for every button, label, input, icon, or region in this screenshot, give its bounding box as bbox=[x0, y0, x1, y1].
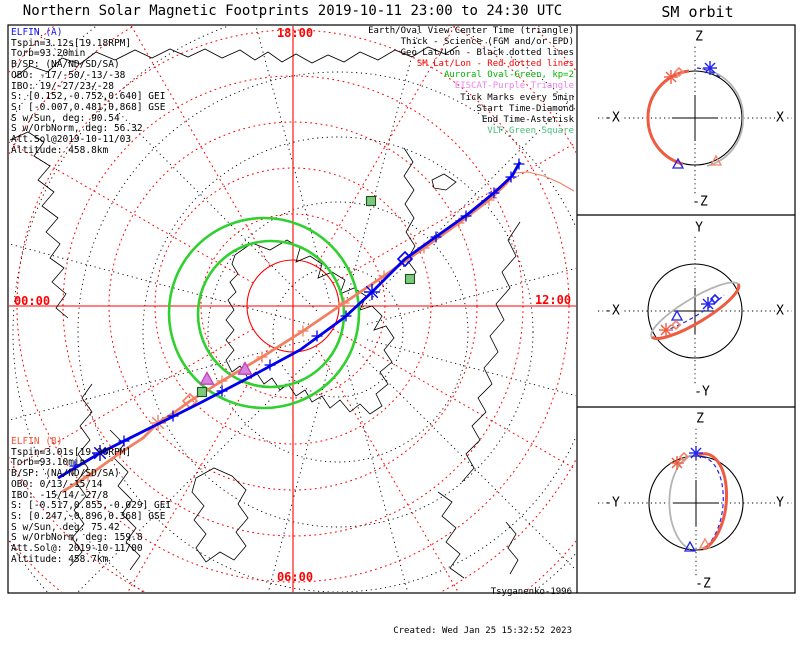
elfin-a-line: Torb=93.20min bbox=[11, 48, 86, 60]
sm-orbit-xz-axis-label-top: Z bbox=[695, 29, 703, 45]
legend-line: Auroral Oval-Green, kp=2 bbox=[443, 70, 574, 81]
time-label-0600: 06:00 bbox=[276, 570, 314, 584]
elfin-b-line: S w/OrbNorm, deg: 159.8 bbox=[11, 532, 143, 544]
legend bbox=[224, 26, 574, 137]
elfin-b-line: IBO: -15/14/-27/8 bbox=[11, 489, 109, 501]
elfin-b-line: Altitude: 458.7km bbox=[11, 553, 109, 565]
legend-line: Thick - Science (FGM and/or EPD) bbox=[400, 37, 574, 48]
sm-orbit-xz bbox=[598, 38, 792, 202]
elfin-b-line: Att.Sol@: 2019-10-11/00 bbox=[11, 543, 143, 555]
elfin-a-line: S: [-0.007,0.481,0.868] GSE bbox=[11, 101, 166, 113]
sm-orbit-xy-axis-label-right: X bbox=[776, 303, 784, 319]
legend-line: EISCAT-Purple Triangle bbox=[454, 81, 574, 92]
elfin-b-header: ELFIN (B) bbox=[11, 436, 63, 447]
legend-line: End Time-Asterisk bbox=[481, 114, 574, 125]
sm-orbit-yz-axis-label-bottom: -Z bbox=[695, 576, 711, 592]
legend-line: Geo Lat/Lon - Black dotted lines bbox=[400, 48, 574, 59]
legend-line: Tick Marks every 5min bbox=[460, 92, 574, 103]
legend-line: Start Time-Diamond bbox=[476, 103, 574, 114]
elfin-a-info bbox=[11, 28, 165, 156]
elfin-a-footprint bbox=[58, 159, 525, 479]
sm-orbit-xz-axis-label-bottom: -Z bbox=[692, 194, 708, 210]
sm-orbit-xz-axis-label-right: X bbox=[776, 110, 784, 126]
elfin-b-info bbox=[11, 437, 171, 565]
credits-model: Tsyganenko-1996 bbox=[490, 587, 572, 597]
legend-line: SM Lat/Lon - Red dotted lines bbox=[416, 59, 574, 70]
sm-orbit-xy bbox=[598, 228, 792, 394]
sm-orbit-yz-axis-label-top: Z bbox=[696, 411, 704, 427]
elfin-a-line: OBO: -17/-50/-13/-38 bbox=[11, 69, 126, 81]
elfin-a-line: Tspin=3.12s[19.18RPM] bbox=[11, 37, 132, 49]
elfin-b-line: B/SP: (NA/ND/SD/SA) bbox=[11, 468, 120, 480]
elfin-b-line: Torb=93.10min bbox=[11, 457, 86, 469]
time-label-1200: 12:00 bbox=[534, 293, 572, 307]
credits-created: Created: Wed Jan 25 15:32:52 2023 bbox=[393, 626, 572, 636]
sm-orbit-xz-axis-label-left: -X bbox=[604, 110, 620, 126]
plot-title: Northern Solar Magnetic Footprints 2019-10-11 23:00 to 24:30 UTC bbox=[22, 3, 563, 19]
sm-orbit-yz-axis-label-left: -Y bbox=[604, 495, 620, 511]
elfin-a-line: S w/OrbNorm, deg: 56.32 bbox=[11, 123, 143, 135]
legend-line: Earth/Oval View Center Time (triangle) bbox=[368, 26, 574, 36]
credits bbox=[322, 560, 572, 664]
elfin-b-line: OBO: 0/13/-15/14 bbox=[11, 478, 103, 490]
time-label-1800: 18:00 bbox=[276, 26, 314, 40]
elfin-b-line: Tspin=3.01s[19.90RPM] bbox=[11, 446, 132, 458]
elfin-a-line: IBO: 19/-27/23/-28 bbox=[11, 80, 114, 92]
time-label-0000: 00:00 bbox=[13, 294, 51, 308]
sm-orbit-xy-axis-label-bottom: -Y bbox=[694, 384, 710, 400]
elfin-b-line: S: [-0.517,0.855,-0.029] GEI bbox=[11, 500, 172, 512]
sm-orbit-xy-axis-label-left: -X bbox=[604, 303, 620, 319]
sm-orbit-yz-axis-label-right: Y bbox=[776, 495, 784, 511]
elfin-a-line: S: [0.152,-0.752,0.640] GEI bbox=[11, 91, 166, 103]
legend-line: VLF-Green Square bbox=[487, 125, 574, 136]
elfin-a-header: ELFIN (A) bbox=[11, 27, 63, 38]
sm-orbit-xy-axis-label-top: Y bbox=[695, 220, 703, 236]
elfin-a-line: S w/Sun, deg: 90.54 bbox=[11, 112, 120, 124]
elfin-b-line: S w/Sun, deg: 75.42 bbox=[11, 521, 120, 533]
elfin-a-line: Altitude: 458.8km bbox=[11, 144, 109, 156]
elfin-a-line: Att.Sol@2019-10-11/03 bbox=[11, 134, 132, 146]
elfin-b-line: S: [0.247,-0.896,0.368] GSE bbox=[11, 510, 166, 522]
sm-orbit-yz bbox=[598, 420, 792, 580]
elfin-a-line: B/SP: (NA/ND/SD/SA) bbox=[11, 59, 120, 71]
sm-orbit-title: SM orbit bbox=[661, 3, 734, 21]
